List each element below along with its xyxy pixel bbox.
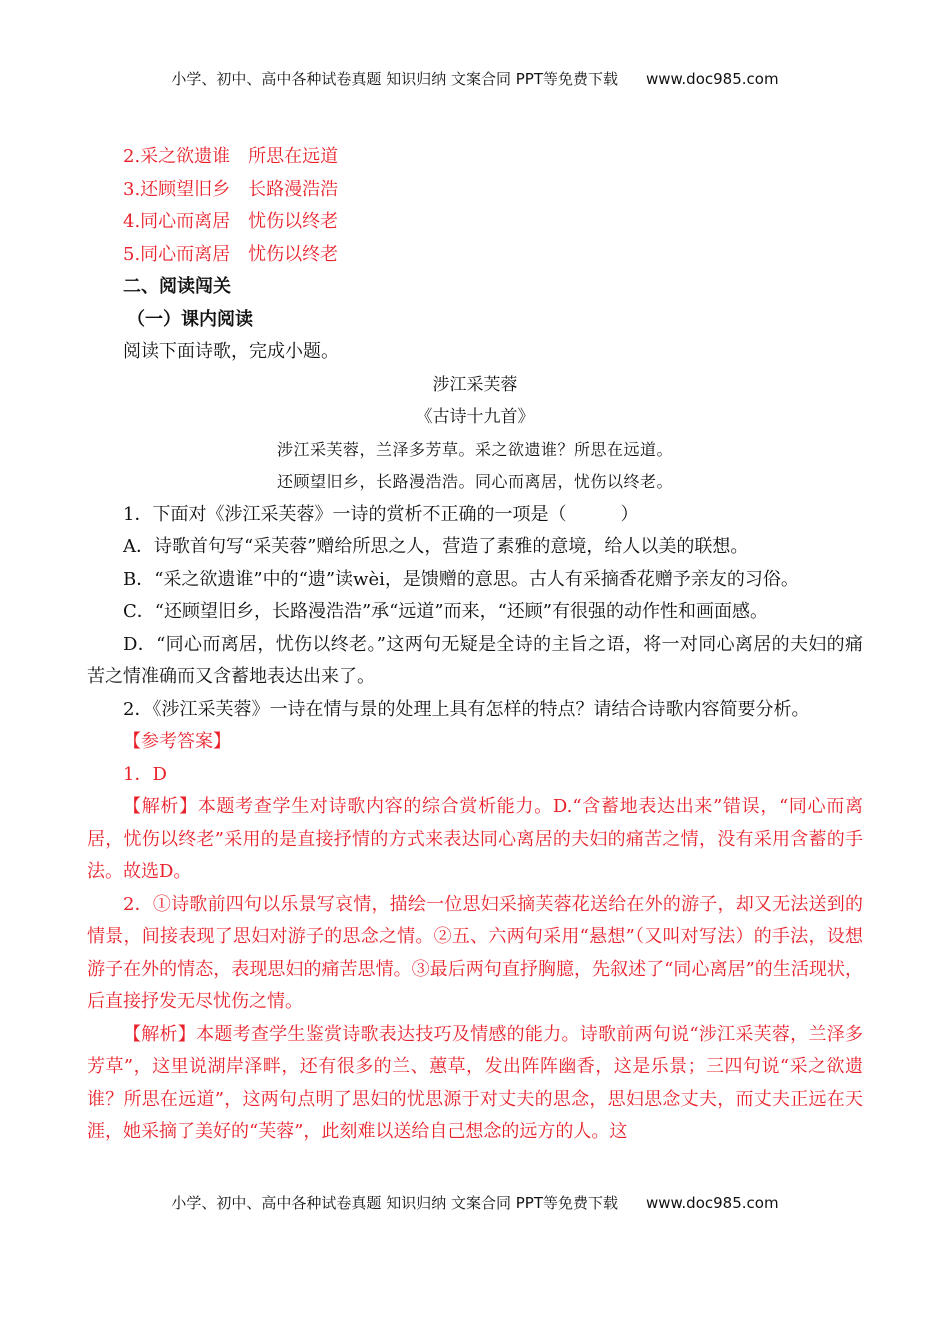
footer-text: 小学、初中、高中各种试卷真题 知识归纳 文案合同 PPT等免费下载 [171,1194,618,1212]
page-header [0,68,950,89]
question-1-stem: 1．下面对《涉江采芙蓉》一诗的赏析不正确的一项是（ ） [123,503,639,525]
analysis-1: 【解析】本题考查学生对诗歌内容的综合赏析能力。D.“含蓄地表达出来”错误，“同心而离居，忧伤以终老”采用的是直接抒情的方式来表达同心离居的夫妇的痛苦之情，没有采用含蓄的手法。故选D。 [87,796,863,882]
question-2: 2．《涉江采芙蓉》一诗在情与景的处理上具有怎样的特点？请结合诗歌内容简要分析。 [123,698,810,720]
answer-line-4: 4.同心而离居 忧伤以终老 [123,211,339,232]
answer-heading: 【参考答案】 [123,731,231,752]
analysis-2: 【解析】本题考查学生鉴赏诗歌表达技巧及情感的能力。诗歌前两句说“涉江采芙蓉，兰泽多芳草”，这里说湖岸泽畔，还有很多的兰、蕙草，发出阵阵幽香，这是乐景；三四句说“采之欲遗谁？所思在远道”，这两句点明了思妇的忧思源于对丈夫的思念，思妇思念丈夫，而丈夫正远在天涯，她采摘了美好的“芙蓉”，此刻难以送给自己想念的远方的人。这 [87,1023,863,1142]
answer-2: 2．①诗歌前四句以乐景写哀情，描绘一位思妇采摘芙蓉花送给在外的游子，却又无法送到的情景，间接表现了思妇对游子的思念之情。②五、六两句采用“悬想”（又叫对写法）的手法，设想游子在外的情态，表现思妇的痛苦思情。③最后两句直抒胸臆，先叙述了“同心离居”的生活现状，后直接抒发无尽忧伤之情。 [87,893,863,1012]
answer-line-5: 5.同心而离居 忧伤以终老 [123,243,339,265]
section-title: 二、阅读闯关 [123,276,231,297]
question-1-option-c: C．“还顾望旧乡，长路漫浩浩”承“远道”而来，“还顾”有很强的动作性和画面感。 [123,601,768,622]
question-1-option-b: B．“采之欲遗谁”中的“遗”读wèi，是馈赠的意思。古人有采摘香花赠予亲友的习俗。 [123,568,799,590]
instruction: 阅读下面诗歌，完成小题。 [123,341,339,362]
poem-title: 涉江采芙蓉 [432,374,518,395]
poem-line-1: 涉江采芙蓉，兰泽多芳草。采之欲遗谁？所思在远道。 [276,439,673,459]
question-1-option-a: A．诗歌首句写“采芙蓉”赠给所思之人，营造了素雅的意境，给人以美的联想。 [123,536,749,557]
page-footer [0,1192,950,1213]
header-text: 小学、初中、高中各种试卷真题 知识归纳 文案合同 PPT等免费下载 [171,70,618,88]
subsection-title: （一）课内阅读 [127,308,253,330]
poem-source: 《古诗十九首》 [415,407,535,427]
question-1-option-d: D．“同心而离居，忧伤以终老。”这两句无疑是全诗的主旨之语，将一对同心离居的夫妇的痛苦之情准确而又含蓄地表达出来了。 [87,633,863,687]
footer-site-link[interactable]: www.doc985.com [645,1194,779,1212]
poem-line-2: 还顾望旧乡，长路漫浩浩。同心而离居，忧伤以终老。 [276,472,673,491]
document-body [87,141,863,1149]
answer-line-3: 3.还顾望旧乡 长路漫浩浩 [123,178,339,200]
answer-1: 1．D [123,763,167,785]
header-site-link[interactable]: www.doc985.com [645,70,779,88]
answer-line-2: 2.采之欲遗谁 所思在远道 [123,146,339,167]
